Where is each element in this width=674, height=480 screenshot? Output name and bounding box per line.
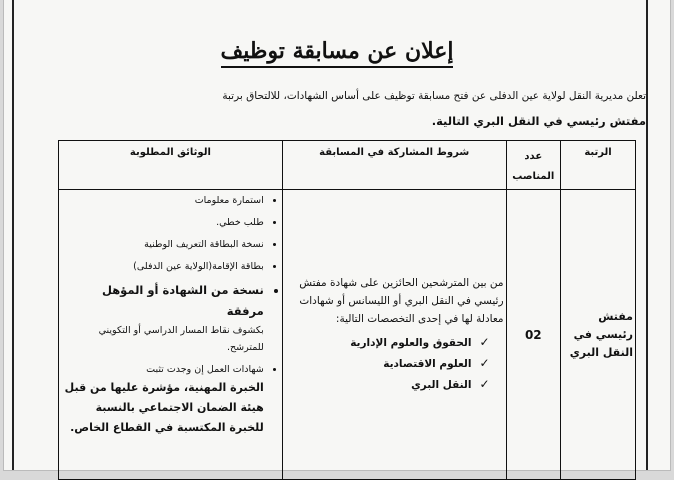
table-header-row [59,141,636,190]
document-item: • نسخة البطاقة التعريف الوطنية [61,236,264,253]
document-item: • طلب خطي. [61,214,264,231]
table-row [59,190,636,480]
conditions-text: من بين المترشحين الحائزين على شهادة مفتش رئيسي في النقل البري أو الليسانس أو شهادات معادلة لها في إحدى التخصصات التالية: [299,277,504,325]
specialty-item: ✓الحقوق والعلوم الإدارية [350,335,490,349]
announcement-title [0,38,674,64]
header-positions-line1: عدد [524,151,543,162]
header-positions [506,141,561,190]
document-item: • نسخة من الشهادة أو المؤهل مرفقة بكشوف نقاط المسار الدراسي أو التكويني للمترشح. [61,280,264,356]
header-rank: الرتبة [561,141,636,190]
specialty-item: ✓النقل البري [411,377,490,391]
documents-list [61,192,280,438]
header-positions-line2: المناصب [512,171,555,182]
document-item-continuation: الخبرة المهنية، مؤشرة عليها من قبل هيئة الضمان الاجتماعي بالنسبة للخبرة المكتسبة في القطاع الخاص. [64,381,264,434]
document-item: • استمارة معلومات [61,192,264,209]
title-text: إعلان عن مسابقة توظيف [221,38,454,68]
intro-line-2: مفتش رئيسي في النقل البري التالية. [431,114,646,128]
document-item-continuation: بكشوف نقاط المسار الدراسي أو التكويني للمترشح. [98,325,264,353]
check-icon: ✓ [479,377,490,391]
intro-line-1: تعلن مديرية النقل لولاية عين الدفلى عن فتح مسابقة توظيف على أساس الشهادات، للالتحاق برتبة [222,90,646,102]
check-icon: ✓ [479,335,490,349]
header-documents: الوثائق المطلوبة [59,141,283,190]
recruitment-table [58,140,636,480]
conditions-cell [282,190,506,480]
page-border-right [646,0,648,470]
document-item: • شهادات العمل إن وجدت تثبت الخبرة المهنية، مؤشرة عليها من قبل هيئة الضمان الاجتماعي بالنسبة للخبرة المكتسبة في القطاع الخاص. [61,361,264,438]
rank-cell: مفتش رئيسي في النقل البري [561,190,636,480]
specialties-list [285,332,504,395]
intro-paragraph [46,84,646,134]
page-border-left [12,0,14,470]
header-conditions: شروط المشاركة في المسابقة [282,141,506,190]
specialty-item: ✓العلوم الاقتصادية [383,356,490,370]
check-icon: ✓ [479,356,490,370]
positions-count: 02 [506,190,561,480]
documents-cell [59,190,283,480]
document-item: • بطاقة الإقامة(الولاية عين الدفلى) [61,258,264,275]
